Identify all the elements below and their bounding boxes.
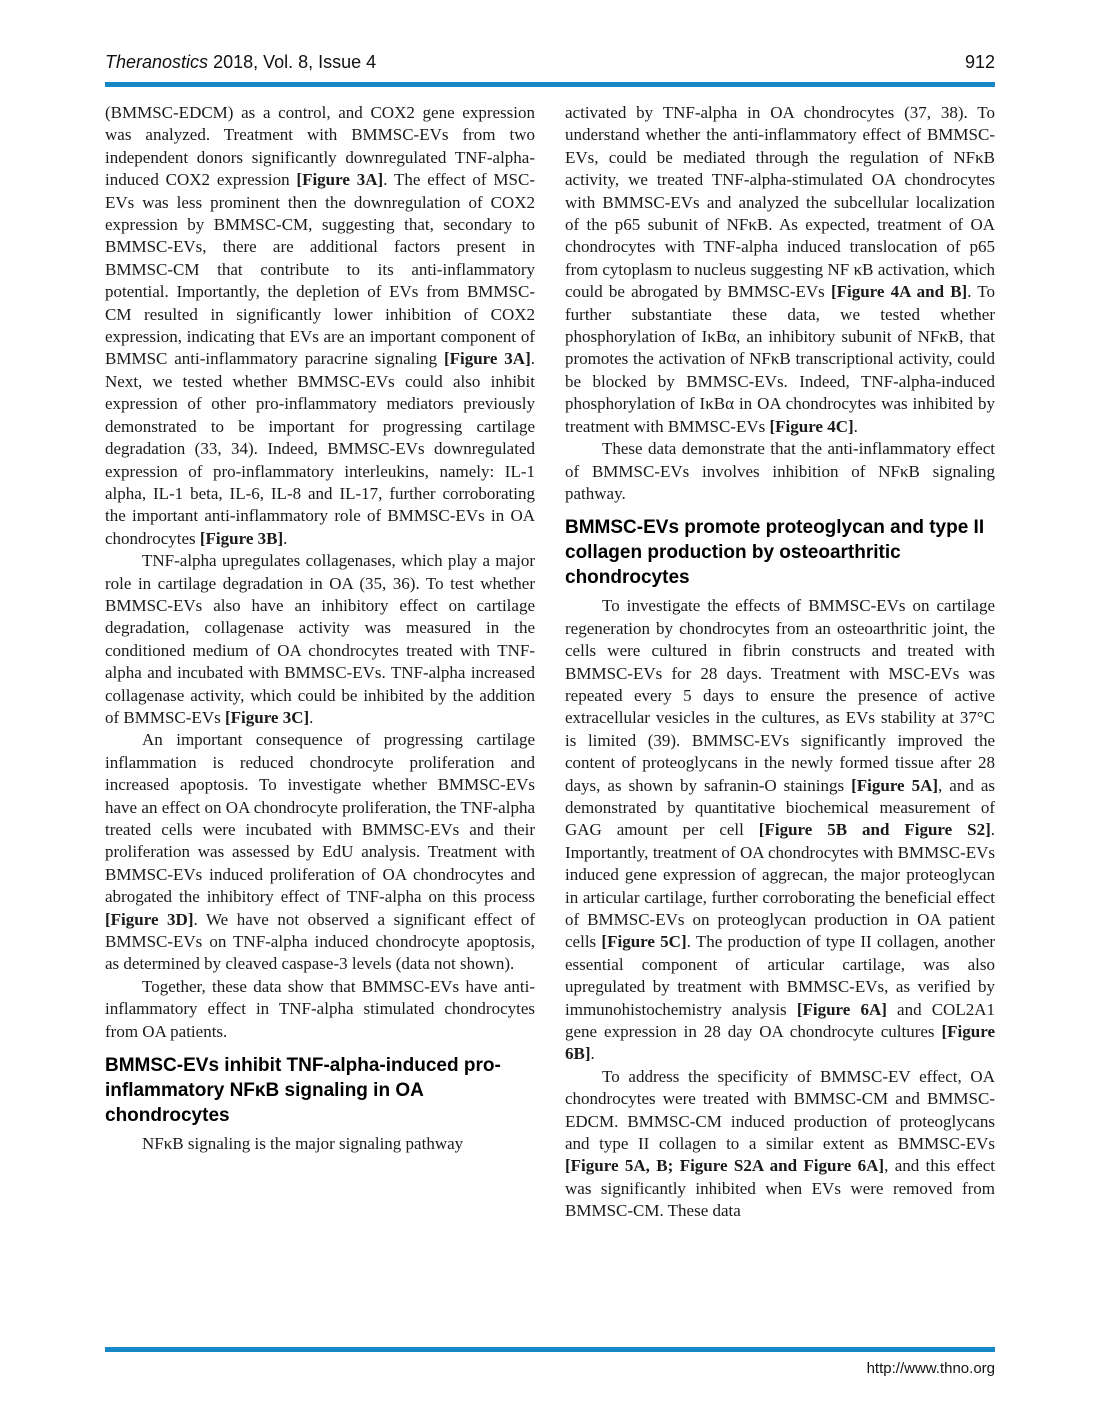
footer-rule: [105, 1347, 995, 1352]
figure-reference: [Figure 4A and B]: [830, 282, 968, 302]
journal-issue-info: 2018, Vol. 8, Issue 4: [213, 52, 377, 72]
figure-reference: [Figure 4C]: [769, 416, 854, 436]
figure-reference: [Figure 3A]: [443, 349, 531, 369]
paragraph: NFκB signaling is the major signaling pathway: [142, 1134, 464, 1154]
paragraph: TNF-alpha upregulates collagenases, which play a major role in cartilage degradation in OA (35, 36). To test whether BMMSC-EVs also have an inhibitory effect on cartilage degradation, collagenase activity was measured in the conditioned medium of OA chondrocytes treated with TNF-alpha and incubated with BMMSC-EVs. TNF-alpha increased collagenase activity, which could be inhibited by the addition of BMMSC-EVs [Figure 3C].: [105, 551, 535, 727]
paragraph: An important consequence of progressing cartilage inflammation is reduced chondrocyte proliferation and increased apoptosis. To investigate whether BMMSC-EVs have an effect on OA chondrocyte proliferation, the TNF-alpha treated cells were incubated with BMMSC-EVs and their proliferation was assessed by EdU analysis. Treatment with BMMSC-EVs induced proliferation of OA chondrocytes and abrogated the inhibitory effect of TNF-alpha on this process [Figure 3D]. We have not observed a significant effect of BMMSC-EVs on TNF-alpha induced chondrocyte apoptosis, as determined by cleaved caspase-3 levels (data not shown).: [105, 730, 535, 974]
section-heading: BMMSC-EVs inhibit TNF-alpha-induced pro-inflammatory NFκB signaling in OA chondrocytes: [105, 1055, 501, 1127]
article-page: [105, 0, 995, 1223]
paragraph: To investigate the effects of BMMSC-EVs on cartilage regeneration by chondrocytes from an osteoarthritic joint, the cells were cultured in fibrin constructs and treated with BMMSC-EVs for 28 days. Treatment with MSC-EVs was repeated every 5 days to ensure the presence of active extracellular vesicles in the cultures, as EVs stability at 37°C is limited (39). BMMSC-EVs significantly improved the content of proteoglycans in the newly formed tissue after 28 days, as shown by safranin-O stainings [Figure 5A], and as demonstrated by quantitative biochemical measurement of GAG amount per cell [Figure 5B and Figure S2]. Importantly, treatment of OA chondrocytes with BMMSC-EVs induced gene expression of aggrecan, the major proteoglycan in articular cartilage, further corroborating the beneficial effect of BMMSC-EVs on proteoglycan production in OA patient cells [Figure 5C]. The production of type II collagen, another essential component of articular cartilage, was also upregulated by treatment with BMMSC-EVs, as verified by immunohistochemistry analysis [Figure 6A] and COL2A1 gene expression in 28 day OA chondrocyte cultures [Figure 6B].: [565, 596, 995, 1064]
right-column: [565, 102, 995, 1223]
section-heading: BMMSC-EVs promote proteoglycan and type II collagen production by osteoarthritic chondrocytes: [565, 517, 985, 589]
figure-reference: [Figure 5C]: [601, 932, 687, 952]
figure-reference: [Figure 3B]: [199, 528, 284, 548]
header-rule: [105, 82, 995, 87]
paragraph: Together, these data show that BMMSC-EVs have anti-inflammatory effect in TNF-alpha stimulated chondrocytes from OA patients.: [105, 976, 535, 1041]
figure-reference: [Figure 6A]: [796, 999, 887, 1019]
two-column-body: [105, 102, 995, 1223]
left-column: [105, 102, 535, 1223]
paragraph: (BMMSC-EDCM) as a control, and COX2 gene expression was analyzed. Treatment with BMMSC-EVs from two independent donors significantly downregulated TNF-alpha-induced COX2 expression [Figure 3A]. The effect of MSC-EVs was less prominent then the downregulation of COX2 expression by BMMSC-CM, suggesting that, secondary to BMMSC-EVs, there are additional factors present in BMMSC-CM that contribute to its anti-inflammatory potential. Importantly, the depletion of EVs from BMMSC-CM resulted in significantly lower inhibition of COX2 expression, indicating that EVs are an important component of BMMSC anti-inflammatory paracrine signaling [Figure 3A]. Next, we tested whether BMMSC-EVs could also inhibit expression of other pro-inflammatory mediators previously demonstrated to be important for progressing cartilage degradation (33, 34). Indeed, BMMSC-EVs downregulated expression of pro-inflammatory interleukins, namely: IL-1 alpha, IL-1 beta, IL-6, IL-8 and IL-17, further corroborating the important anti-inflammatory role of BMMSC-EVs in OA chondrocytes [Figure 3B].: [105, 103, 535, 548]
figure-reference: [Figure 3A]: [296, 170, 384, 190]
footer-journal-url[interactable]: http://www.thno.org: [866, 1360, 995, 1377]
figure-reference: [Figure 5A]: [851, 775, 939, 795]
journal-name: Theranostics: [105, 52, 209, 72]
figure-reference: [Figure 3D]: [105, 909, 194, 929]
figure-reference: [Figure 6B]: [565, 1022, 995, 1064]
journal-citation: [105, 52, 376, 73]
paragraph: These data demonstrate that the anti-inflammatory effect of BMMSC-EVs involves inhibition of NFκB signaling pathway.: [565, 439, 995, 503]
page-header: [105, 52, 995, 73]
paragraph: To address the specificity of BMMSC-EV effect, OA chondrocytes were treated with BMMSC-CM and BMMSC-EDCM. BMMSC-CM induced production of proteoglycans and type II collagen to a similar extent as BMMSC-EVs [Figure 5A, B; Figure S2A and Figure 6A], and this effect was significantly inhibited when EVs were removed from BMMSC-CM. These data: [565, 1066, 995, 1221]
figure-reference: [Figure 5B and Figure S2]: [758, 820, 991, 840]
figure-reference: [Figure 3C]: [224, 707, 310, 727]
paragraph: activated by TNF-alpha in OA chondrocytes (37, 38). To understand whether the anti-inflammatory effect of BMMSC-EVs, could be mediated through the regulation of NFκB activity, we treated TNF-alpha-stimulated OA chondrocytes with BMMSC-EVs and analyzed the subcellular localization of the p65 subunit of NFκB. As expected, treatment of OA chondrocytes with TNF-alpha induced translocation of p65 from cytoplasm to nucleus suggesting NF κB activation, which could be abrogated by BMMSC-EVs [Figure 4A and B]. To further substantiate these data, we tested whether phosphorylation of IκBα, an inhibitory subunit of NFκB, that promotes the activation of NFκB transcriptional activity, could be blocked by BMMSC-EVs. Indeed, TNF-alpha-induced phosphorylation of IκBα in OA chondrocytes was inhibited by treatment with BMMSC-EVs [Figure 4C].: [565, 103, 996, 436]
figure-reference: [Figure 5A, B; Figure S2A and Figure 6A]: [565, 1156, 885, 1176]
page-number: 912: [964, 52, 995, 72]
